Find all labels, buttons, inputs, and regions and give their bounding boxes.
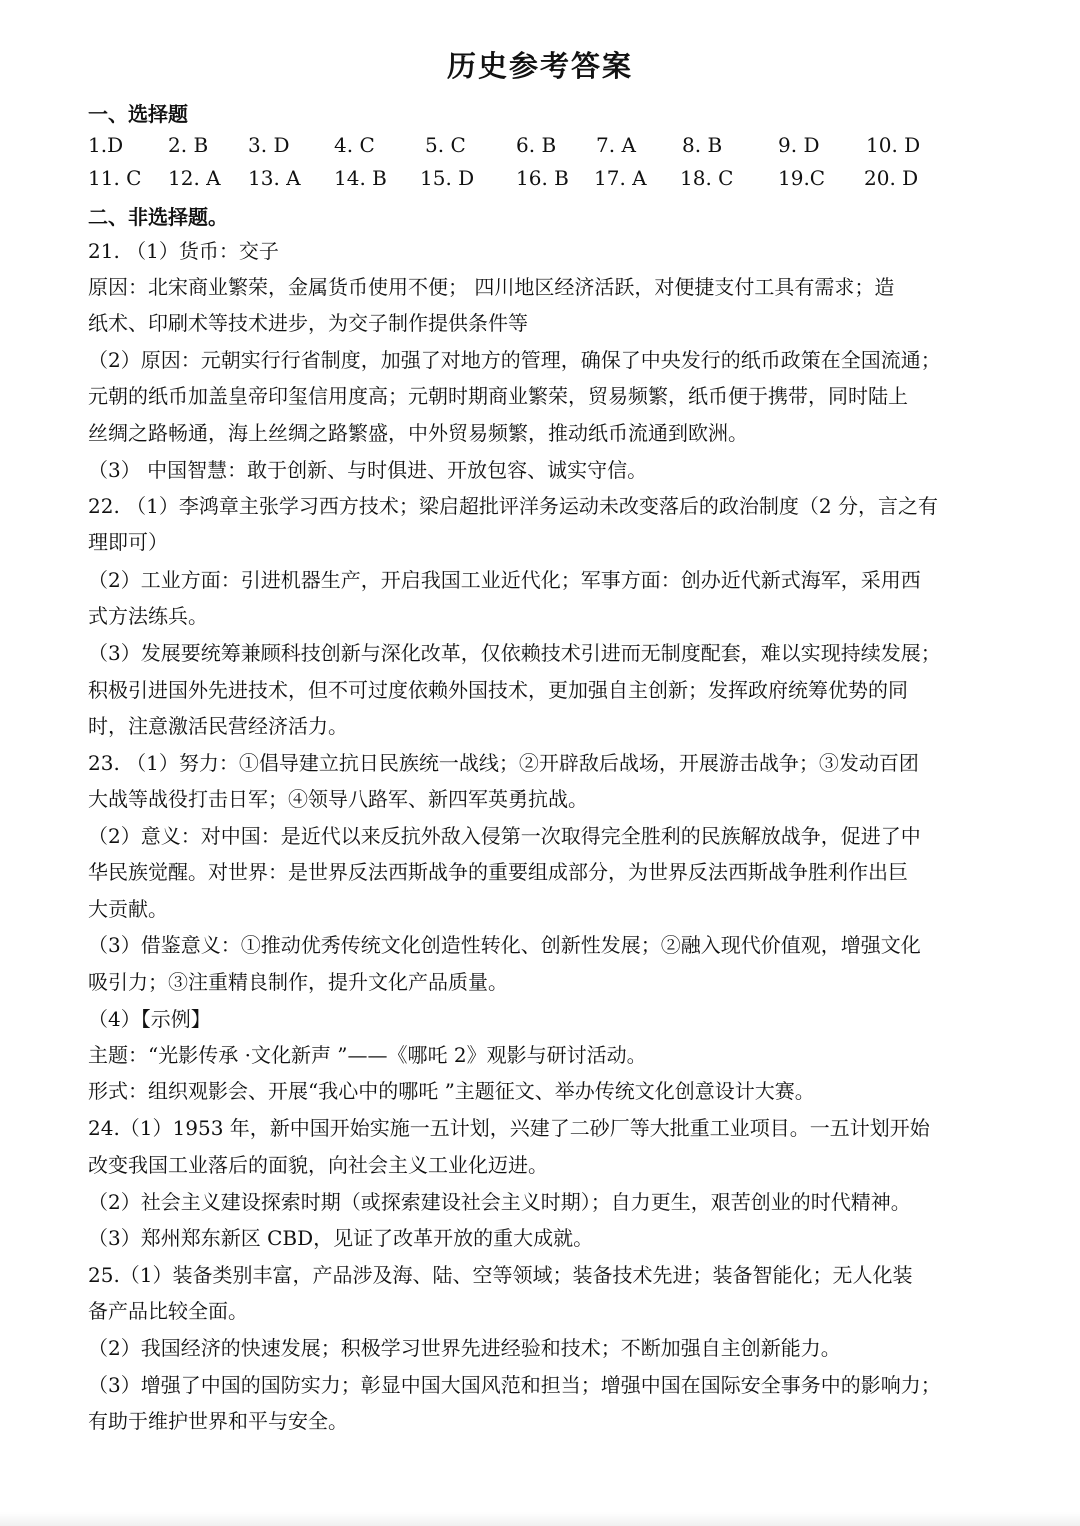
choice-answer: 3. D [248,133,290,157]
answer-line: 22. （1）李鸿章主张学习西方技术；梁启超批评洋务运动未改变落后的政治制度（2 分，言之有 [88,494,938,518]
choice-answer: 15. D [420,166,475,190]
choice-answer: 14. B [334,166,387,190]
answer-line: 原因：北宋商业繁荣，金属货币使用不便； 四川地区经济活跃，对便捷支付工具有需求；造 [88,275,895,299]
answer-line: 华民族觉醒。对世界：是世界反法西斯战争的重要组成部分，为世界反法西斯战争胜利作出巨 [88,860,908,884]
choice-answer: 18. C [680,166,734,190]
answer-line: 吸引力；③注重精良制作，提升文化产品质量。 [88,970,508,994]
answer-line: （2）社会主义建设探索时期（或探索建设社会主义时期）；自力更生，艰苦创业的时代精神。 [88,1190,911,1214]
choice-answer: 11. C [88,166,142,190]
scan-bottom-shadow [0,1512,1080,1526]
answer-line: （3）增强了中国的国防实力；彰显中国大国风范和担当；增强中国在国际安全事务中的影响力； [88,1373,941,1397]
answer-line: 积极引进国外先进技术，但不可过度依赖外国技术，更加强自主创新；发挥政府统筹优势的同 [88,678,908,702]
choice-answer: 6. B [516,133,557,157]
answer-line: 大战等战役打击日军；④领导八路军、新四军英勇抗战。 [88,787,588,811]
choice-answer: 9. D [778,133,820,157]
choice-answer: 13. A [248,166,301,190]
choice-answer: 17. A [594,166,647,190]
section-heading-choice: 一、选择题 [88,102,188,126]
choice-answer: 10. D [866,133,921,157]
answer-line: 备产品比较全面。 [88,1299,248,1323]
answer-line: 纸术、印刷术等技术进步，为交子制作提供条件等 [88,311,528,335]
choice-answer: 2. B [168,133,209,157]
answer-line: 改变我国工业落后的面貌，向社会主义工业化迈进。 [88,1153,548,1177]
answer-line: 形式：组织观影会、开展“我心中的哪吒 ”主题征文、举办传统文化创意设计大赛。 [88,1079,815,1103]
choice-answer: 7. A [596,133,636,157]
choice-answer: 20. D [864,166,919,190]
answer-line: 25.（1）装备类别丰富，产品涉及海、陆、空等领域；装备技术先进；装备智能化；无人化装 [88,1263,913,1287]
answer-line: （2）原因：元朝实行行省制度，加强了对地方的管理，确保了中央发行的纸币政策在全国流通； [88,348,941,372]
choice-answers-row-1 [88,133,1018,163]
answer-line: （3） 中国智慧：敢于创新、与时俱进、开放包容、诚实守信。 [88,458,648,482]
answer-line: 主题：“光影传承 ·文化新声 ”——《哪吒 2》观影与研讨活动。 [88,1043,647,1067]
choice-answer: 4. C [334,133,375,157]
answer-line: 式方法练兵。 [88,604,208,628]
answer-line: 时，注意激活民营经济活力。 [88,714,348,738]
answer-line: （3）发展要统筹兼顾科技创新与深化改革，仅依赖技术引进而无制度配套，难以实现持续发展； [88,641,941,665]
answer-line: 理即可） [88,530,168,554]
answer-line: （2）我国经济的快速发展；积极学习世界先进经验和技术；不断加强自主创新能力。 [88,1336,841,1360]
choice-answer: 1.D [88,133,124,157]
answer-line: （3）郑州郑东新区 CBD，见证了改革开放的重大成就。 [88,1226,594,1250]
page-title: 历史参考答案 [446,49,633,83]
answer-line: 24.（1）1953 年，新中国开始实施一五计划，兴建了二砂厂等大批重工业项目。一五计划开始 [88,1116,930,1140]
answer-line: 21. （1）货币：交子 [88,239,279,263]
choice-answer: 8. B [682,133,723,157]
answer-line: 丝绸之路畅通，海上丝绸之路繁盛，中外贸易频繁，推动纸币流通到欧洲。 [88,421,748,445]
answer-line: 23. （1）努力：①倡导建立抗日民族统一战线；②开辟敌后战场，开展游击战争；③发动百团 [88,751,919,775]
choice-answer: 12. A [168,166,221,190]
answer-line: （2）工业方面：引进机器生产，开启我国工业近代化；军事方面：创办近代新式海军，采用西 [88,568,921,592]
choice-answers-row-2 [88,166,1018,196]
choice-answer: 16. B [516,166,569,190]
answer-line: （2）意义：对中国：是近代以来反抗外敌入侵第一次取得完全胜利的民族解放战争，促进了中 [88,824,921,848]
answer-line: 有助于维护世界和平与安全。 [88,1409,348,1433]
choice-answer: 5. C [425,133,466,157]
answer-line: 大贡献。 [88,897,168,921]
answer-line: 元朝的纸币加盖皇帝印玺信用度高；元朝时期商业繁荣，贸易频繁，纸币便于携带，同时陆上 [88,384,908,408]
section-heading-nonchoice: 二、非选择题。 [88,205,228,229]
answer-line: （4）【示例】 [88,1007,211,1031]
answer-line: （3）借鉴意义：①推动优秀传统文化创造性转化、创新性发展；②融入现代价值观，增强文化 [88,933,921,957]
choice-answer: 19.C [778,166,826,190]
